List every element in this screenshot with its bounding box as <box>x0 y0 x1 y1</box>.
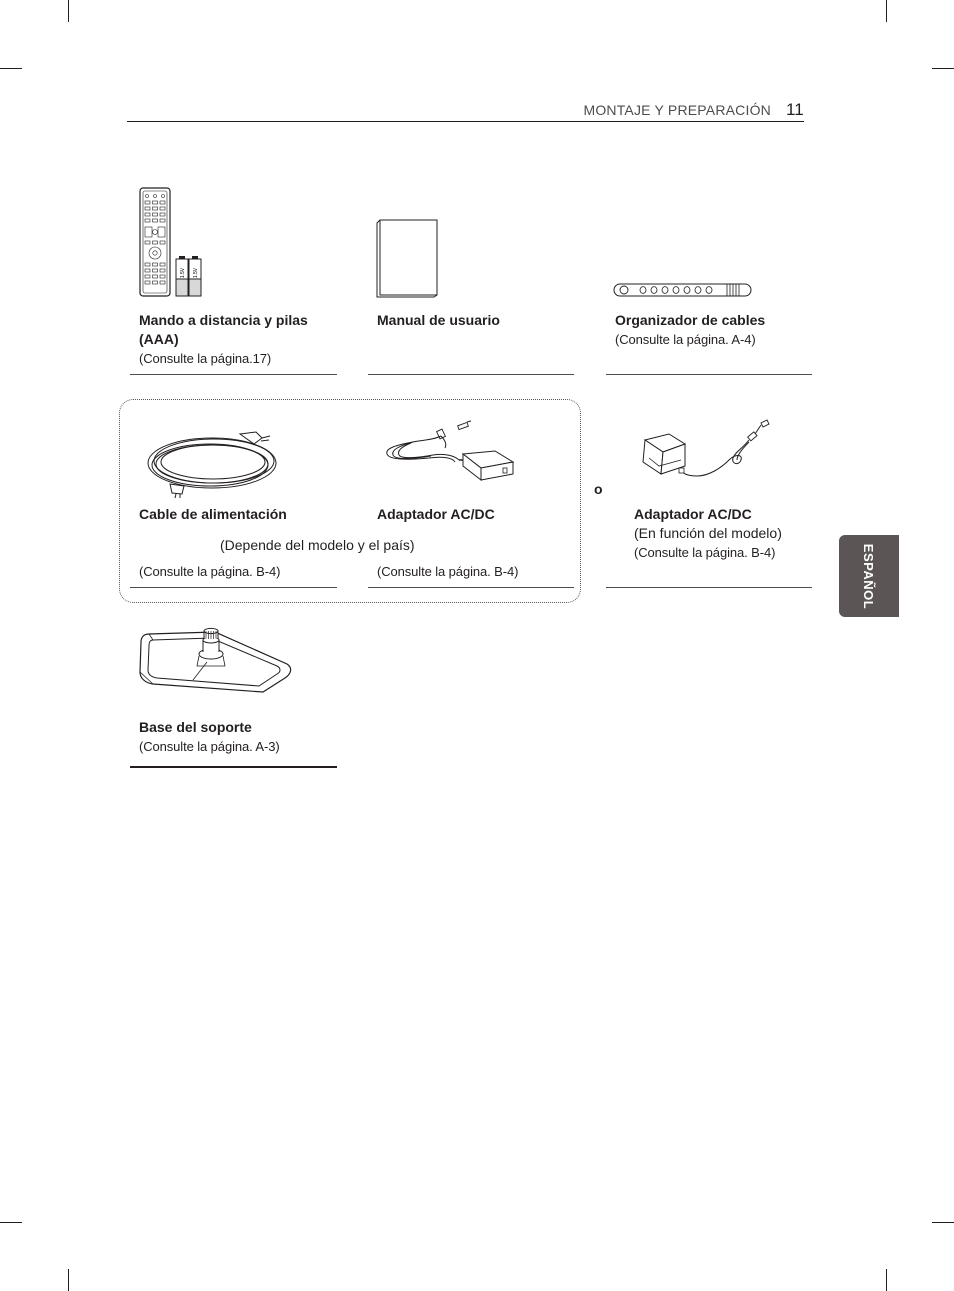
acdc-adapter-title: Adaptador AC/DC <box>377 506 495 522</box>
battery-label: 1.5V <box>180 267 186 279</box>
item-divider <box>368 587 574 588</box>
user-manual-illustration <box>376 218 440 298</box>
acdc-adapter-illustration <box>383 418 517 484</box>
power-cable-illustration <box>144 426 286 498</box>
stand-base-illustration <box>137 626 297 694</box>
acdc-adapter-page-ref: (Consulte la página. B-4) <box>377 564 519 579</box>
header-rule <box>127 121 804 122</box>
remote-control-illustration <box>138 187 208 299</box>
crop-mark <box>0 68 22 69</box>
power-cable-title: Cable de alimentación <box>139 506 287 522</box>
section-title: MONTAJE Y PREPARACIÓN <box>583 102 771 118</box>
cable-organizer-illustration <box>613 282 753 298</box>
wall-adapter-model-note: (En función del modelo) <box>634 525 782 541</box>
wall-adapter-title: Adaptador AC/DC <box>634 506 752 522</box>
item-divider <box>606 374 812 375</box>
language-tab-label: ESPAÑOL <box>861 543 877 609</box>
remote-title-line2: (AAA) <box>139 331 179 347</box>
crop-mark <box>0 1222 22 1223</box>
cable-organizer-title: Organizador de cables <box>615 312 766 328</box>
stand-base-page-ref: (Consulte la página. A-3) <box>139 739 280 754</box>
item-divider <box>130 374 337 375</box>
power-cable-page-ref: (Consulte la página. B-4) <box>139 564 281 579</box>
crop-mark <box>68 0 69 22</box>
crop-mark <box>886 0 887 22</box>
item-divider <box>130 587 337 588</box>
item-divider <box>606 587 812 588</box>
language-tab <box>839 535 899 617</box>
page-number: 11 <box>786 100 804 119</box>
manual-title: Manual de usuario <box>377 312 500 328</box>
stand-base-title: Base del soporte <box>139 719 252 735</box>
remote-title-line1: Mando a distancia y pilas <box>139 312 308 328</box>
alternative-or-label: o <box>594 481 603 497</box>
remote-page-ref: (Consulte la página.17) <box>139 351 272 366</box>
crop-mark <box>932 1222 954 1223</box>
wall-adapter-page-ref: (Consulte la página. B-4) <box>634 545 776 560</box>
cable-organizer-page-ref: (Consulte la página. A-4) <box>615 332 756 347</box>
item-divider <box>130 766 337 768</box>
model-country-note: (Depende del modelo y el país) <box>220 537 415 553</box>
wall-adapter-illustration <box>639 418 769 486</box>
crop-mark <box>932 68 954 69</box>
item-divider <box>368 374 574 375</box>
battery-label: 1.5V <box>193 267 199 279</box>
crop-mark <box>886 1269 887 1291</box>
crop-mark <box>68 1269 69 1291</box>
